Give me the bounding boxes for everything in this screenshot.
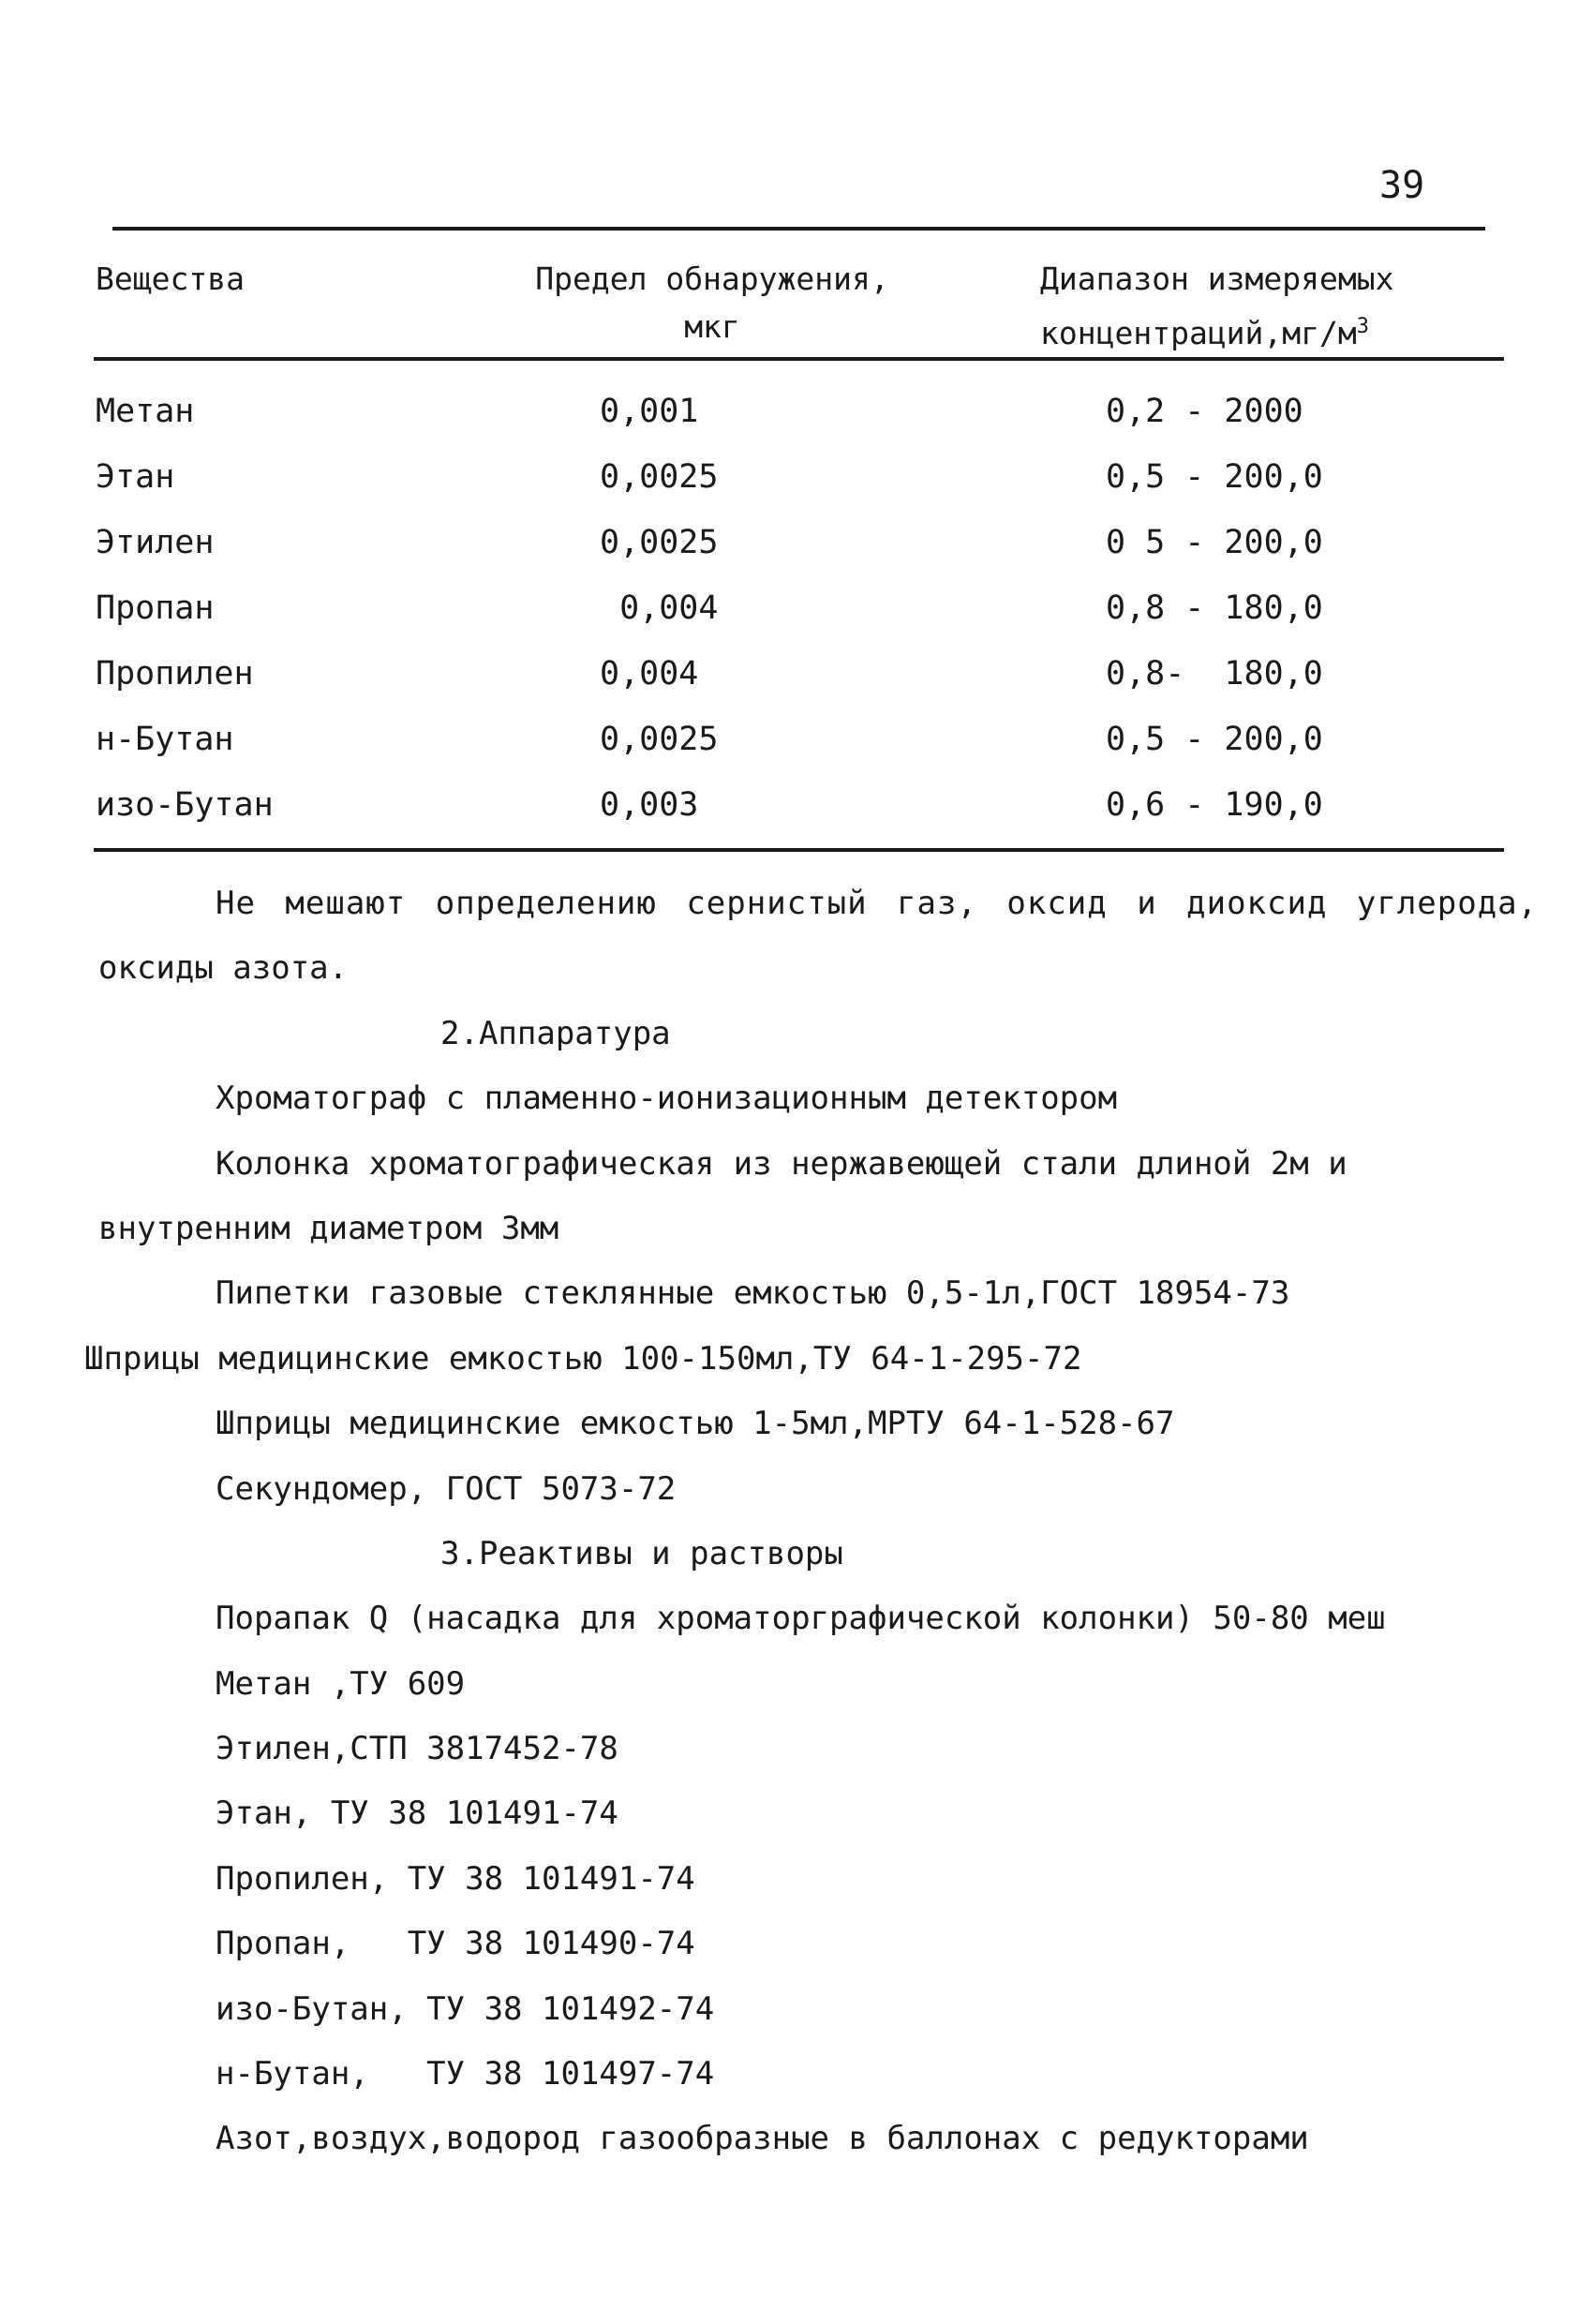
text-line [0,1717,1593,1781]
reagent-item: Порапак Q (насадка для хроматорграфической колонки) 50-80 меш [216,1600,1386,1638]
apparatus-item: Колонка хроматографическая из нержавеющей стали длиной 2м и [216,1144,1347,1183]
apparatus-item: Пипетки газовые стеклянные емкостью 0,5-1л,ГОСТ 18954-73 [216,1274,1290,1313]
header-detection-limit-line2: мкг [684,308,740,345]
text-line [0,1652,1593,1717]
reagent-item: Пропилен, ТУ 38 101491-74 [216,1859,695,1898]
substance-name: Этан [96,458,175,496]
text-line [0,2042,1593,2107]
header-bottom-rule [94,357,1504,361]
detection-limit-value: 0,004 [600,589,719,627]
detection-limit-value: 0,001 [600,393,699,430]
detection-limit-value: 0,0025 [600,458,719,496]
substance-name: н-Бутан [96,721,234,758]
table-row [0,444,1593,510]
range-value: 0 5 - 200,0 [1106,524,1323,561]
range-value: 0,5 - 200,0 [1106,721,1323,758]
reagent-item: н-Бутан, ТУ 38 101497-74 [216,2055,715,2093]
range-value: 0,8- 180,0 [1106,655,1323,693]
header-detection-limit-line1: Предел обнаружения, [535,261,889,297]
text-line [0,1457,1593,1522]
reagent-item: изо-Бутан, ТУ 38 101492-74 [216,1989,715,2028]
table-bottom-rule [94,848,1504,852]
header-range-line1: Диапазон измеряемых [1040,261,1394,297]
text-line [0,1912,1593,1976]
table-row [0,510,1593,575]
page-number: 39 [1379,164,1425,207]
header-range-sup: 3 [1356,315,1370,338]
header-substance: Вещества [96,261,245,297]
text-line [0,1977,1593,2042]
text-line [0,1392,1593,1456]
section-title-apparatus: 2.Аппаратура [440,1014,671,1052]
text-line [0,1847,1593,1912]
header-range-line2-wrap [1040,303,1471,357]
body-text [0,872,1593,2172]
substance-name: Пропан [96,589,215,627]
range-value: 0,5 - 200,0 [1106,458,1323,496]
reagent-item: Метан ,ТУ 609 [216,1664,466,1703]
apparatus-item: внутренним диаметром 3мм [98,1209,559,1247]
table-top-rule [112,227,1485,231]
apparatus-item: Хроматограф с пламенно-ионизационным детектором [216,1080,1118,1118]
text-line [0,1132,1593,1197]
table-row [0,772,1593,838]
substance-name: Пропилен [96,655,254,693]
detection-limit-value: 0,0025 [600,721,719,758]
range-value: 0,2 - 2000 [1106,393,1303,430]
text-line [0,1522,1593,1587]
apparatus-item: Шприцы медицинские емкостью 1-5мл,МРТУ 64-1-528-67 [216,1405,1175,1443]
text-line [0,936,1593,1001]
text-line [0,1261,1593,1326]
apparatus-item: Шприцы медицинские емкостью 100-150мл,ТУ 64-1-295-72 [84,1339,1082,1378]
text-line [0,1327,1593,1392]
text-line [0,1781,1593,1846]
reagent-item: Этан, ТУ 38 101491-74 [216,1795,618,1833]
header-detection-limit [515,255,909,350]
section-title-reagents: 3.Реактивы и растворы [440,1534,843,1572]
text-line [0,1587,1593,1651]
detection-limit-value: 0,0025 [600,524,719,561]
interference-note-line1: Не мешают определению сернистый газ, оксид и диоксид углерода, [216,885,1539,922]
substance-name: изо-Бутан [96,786,274,824]
table-row [0,379,1593,444]
substance-name: Метан [96,393,195,430]
apparatus-item: Секундомер, ГОСТ 5073-72 [216,1469,677,1508]
text-line [0,1197,1593,1261]
range-value: 0,6 - 190,0 [1106,786,1323,824]
table-row [0,641,1593,707]
interference-note-line2: оксиды азота. [98,949,349,988]
reagent-item: Азот,воздух,водород газообразные в баллонах с редукторами [216,2120,1309,2158]
text-line [0,872,1593,936]
header-range [1040,255,1471,357]
text-line [0,1066,1593,1131]
reagent-item: Пропан, ТУ 38 101490-74 [216,1925,695,1963]
text-line [0,1002,1593,1066]
reagent-item: Этилен,СТП 3817452-78 [216,1730,618,1768]
substance-name: Этилен [96,524,215,561]
table-row [0,575,1593,641]
detection-limit-value: 0,003 [600,786,699,824]
text-line [0,2107,1593,2171]
table-body [0,379,1593,838]
range-value: 0,8 - 180,0 [1106,589,1323,627]
table-row [0,707,1593,772]
header-range-line2: концентраций,мг/м [1040,315,1357,351]
detection-limit-value: 0,004 [600,655,699,693]
